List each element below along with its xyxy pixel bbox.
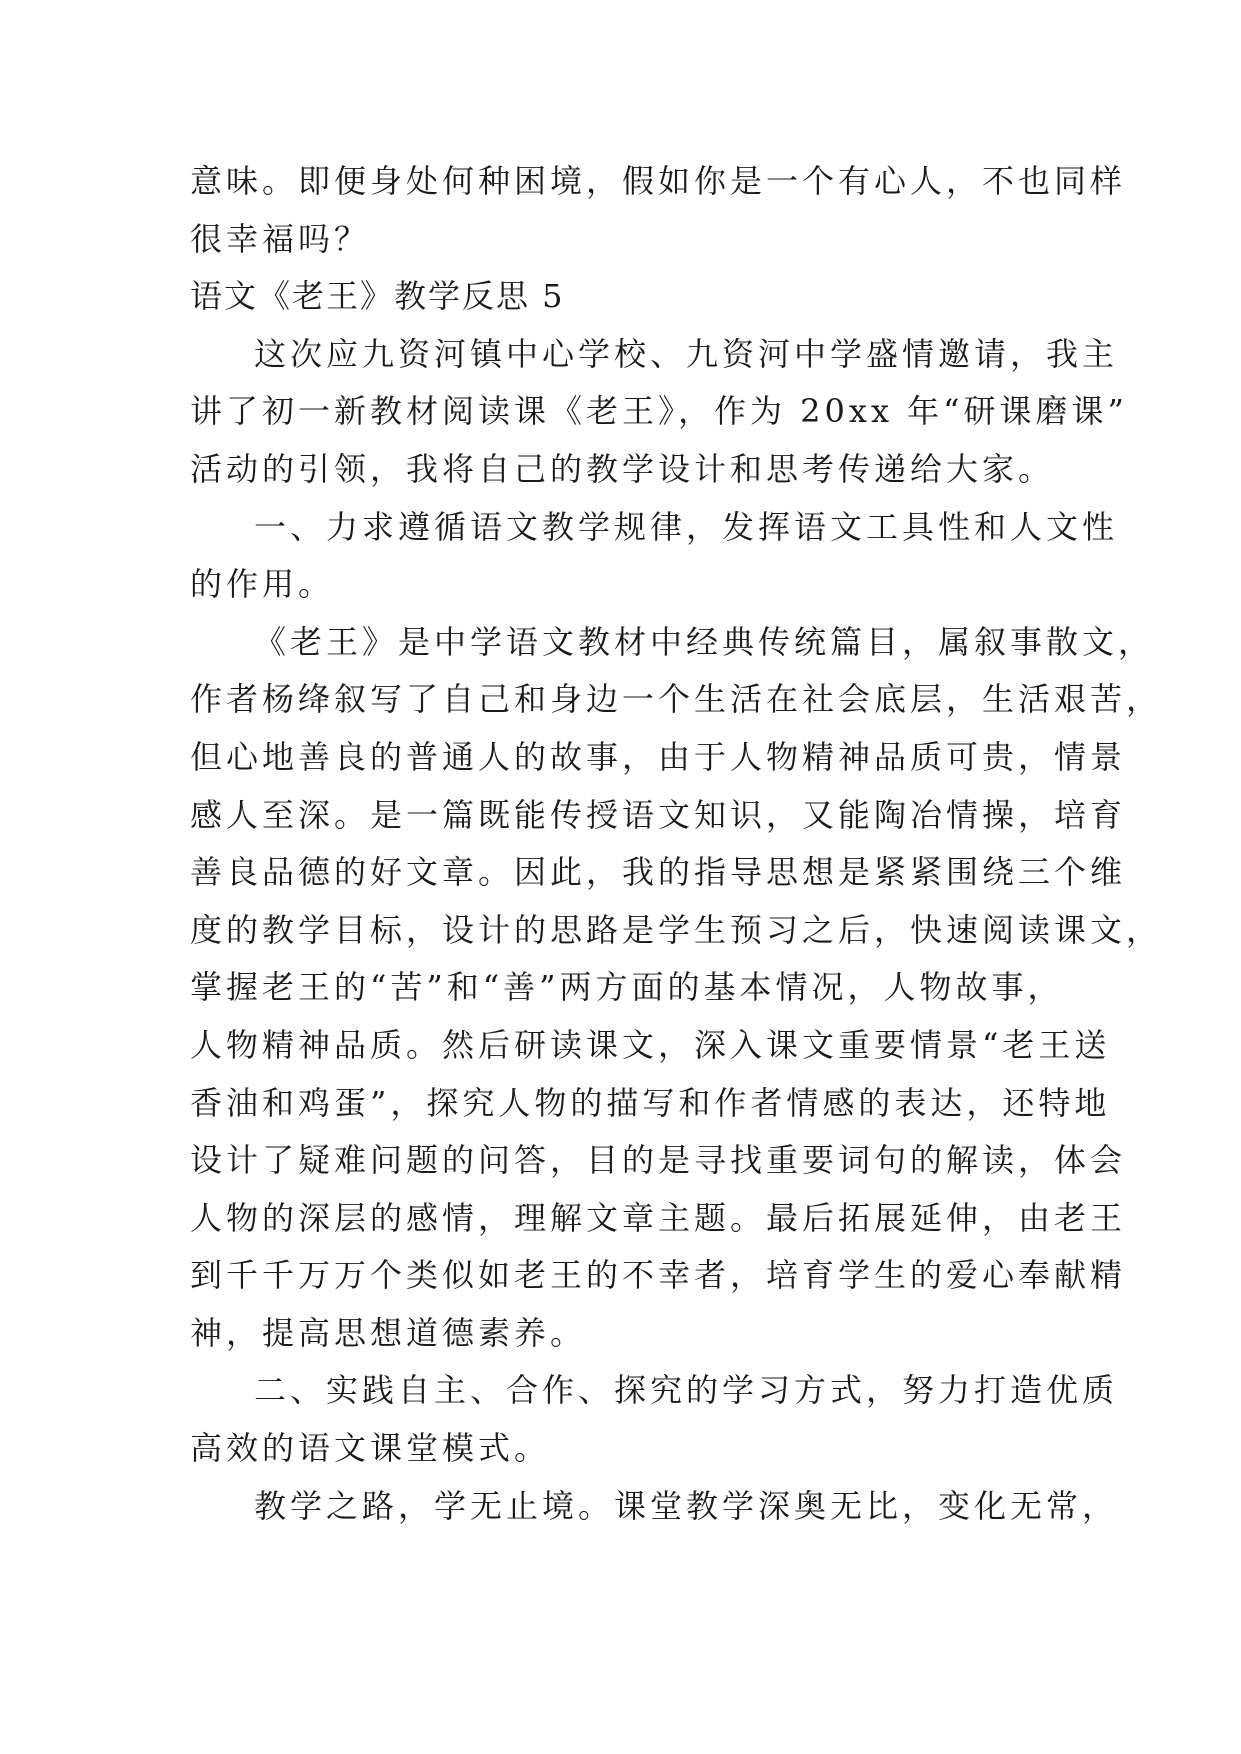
text-line: 高效的语文课堂模式。 [190,1429,551,1468]
text-line: 《老王》是中学语文教材中经典传统篇目，属叙事散文， [254,622,1155,661]
text-line: 掌握老王的“苦”和“善”两方面的基本情况，人物故事， [190,968,1064,1007]
text-line: 但心地善良的普通人的故事，由于人物精神品质可贵，情景 [190,737,1127,776]
text-line: 人物精神品质。然后研读课文，深入课文重要情景“老王送 [190,1025,1111,1064]
text-line: 教学之路，学无止境。课堂教学深奥无比，变化无常， [254,1486,1119,1525]
text-line: 善良品德的好文章。因此，我的指导思想是紧紧围绕三个维 [190,853,1127,892]
text-line: 人物的深层的感情，理解文章主题。最后拓展延伸，由老王 [190,1198,1127,1237]
text-line: 到千千万万个类似如老王的不幸者，培育学生的爱心奉献精 [190,1256,1127,1295]
text-line: 一、力求遵循语文教学规律，发挥语文工具性和人文性 [254,507,1119,546]
text-line: 神，提高思想道德素养。 [190,1313,587,1352]
text-line: 香油和鸡蛋”，探究人物的描写和作者情感的表达，还特地 [190,1083,1111,1122]
text-line: 度的教学目标，设计的思路是学生预习之后，快速阅读课文， [190,910,1163,949]
text-line: 讲了初一新教材阅读课《老王》，作为 20xx 年“研课磨课” [190,392,1128,431]
text-line: 意味。即便身处何种困境，假如你是一个有心人，不也同样 [190,162,1127,200]
text-line: 的作用。 [190,565,335,604]
text-line: 作者杨绛叙写了自己和身边一个生活在社会底层，生活艰苦， [190,680,1163,719]
text-line: 很幸福吗？ [190,219,371,258]
text-line: 二、实践自主、合作、探究的学习方式，努力打造优质 [254,1371,1119,1410]
text-line: 设计了疑难问题的问答，目的是寻找重要词句的解读，体会 [190,1141,1127,1180]
section-heading: 语文《老王》教学反思 5 [190,277,565,316]
text-line: 感人至深。是一篇既能传授语文知识，又能陶冶情操，培育 [190,795,1127,834]
text-line: 这次应九资河镇中心学校、九资河中学盛情邀请，我主 [254,334,1119,373]
text-line: 活动的引领，我将自己的教学设计和思考传递给大家。 [190,449,1055,488]
document-body [190,153,1163,1535]
